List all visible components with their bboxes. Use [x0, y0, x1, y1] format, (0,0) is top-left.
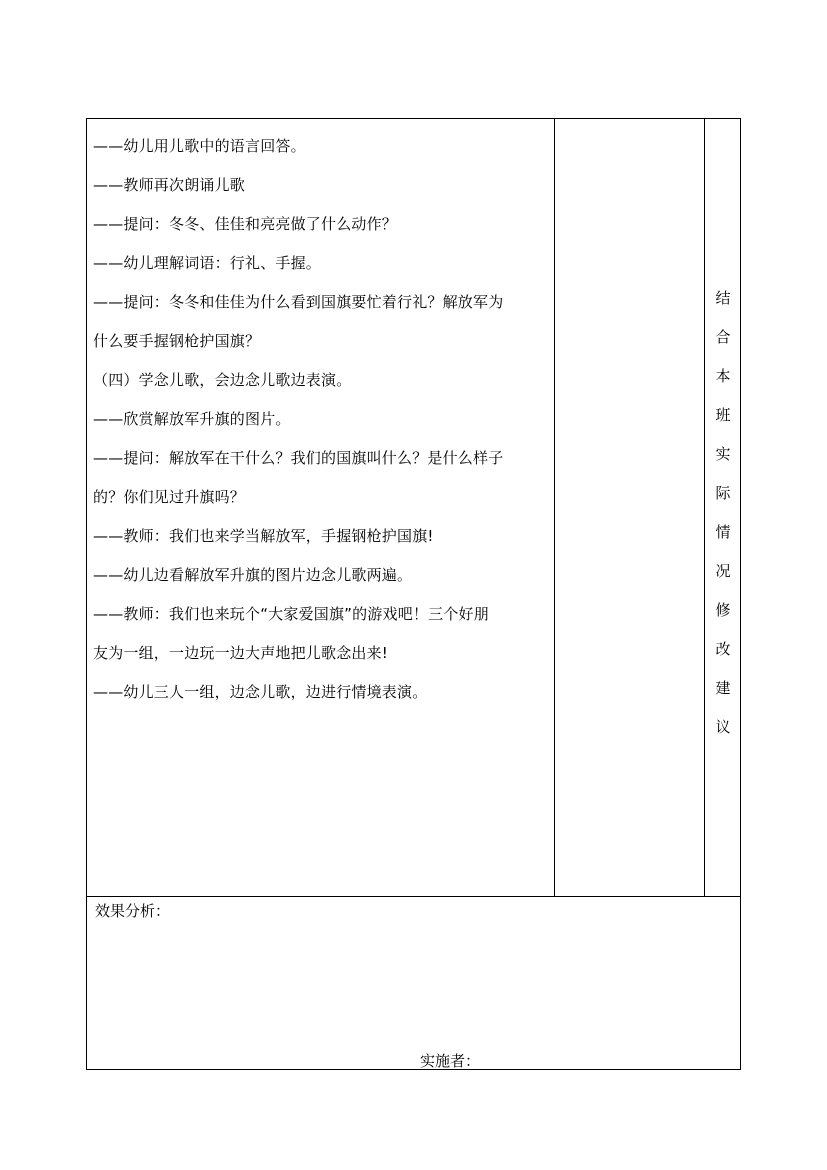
lesson-line: ——幼儿用儿歌中的语言回答。 [93, 137, 306, 155]
side-note-char: 修 [715, 601, 731, 619]
lesson-line: 什么要手握钢枪护国旗？ [93, 332, 261, 350]
lesson-line: 友为一组，一边玩一边大声地把儿歌念出来! [93, 644, 389, 662]
side-note-char: 情 [715, 523, 731, 541]
lesson-line: ——幼儿三人一组，边念儿歌，边进行情境表演。 [93, 683, 428, 701]
side-note-char: 班 [715, 406, 731, 424]
lesson-line: ——提问：解放军在干什么？我们的国旗叫什么？是什么样子 [93, 449, 504, 467]
lesson-line: ——教师：我们也来学当解放军，手握钢枪护国旗! [93, 527, 434, 545]
lesson-line: 的？你们见过升旗吗？ [93, 488, 246, 506]
row-divider [87, 896, 740, 897]
blank-notes-cell [555, 119, 704, 896]
lesson-line: ——幼儿边看解放军升旗的图片边念儿歌两遍。 [93, 566, 413, 584]
side-note-char: 本 [715, 367, 731, 385]
side-note-char: 况 [715, 562, 731, 580]
lesson-line: ——欣赏解放军升旗的图片。 [93, 410, 291, 428]
lesson-line: ——提问：冬冬、佳佳和亮亮做了什么动作？ [93, 215, 398, 233]
lesson-line: （四）学念儿歌，会边念儿歌边表演。 [93, 371, 352, 389]
side-note-char: 结 [715, 289, 731, 307]
lesson-line: ——教师再次朗诵儿歌 [93, 176, 246, 194]
implementer-label: 实施者： [420, 1052, 481, 1070]
lesson-line: ——幼儿理解词语：行礼、手握。 [93, 254, 322, 272]
lesson-table [86, 118, 741, 1070]
side-note-char: 际 [715, 484, 731, 502]
effect-analysis-label: 效果分析： [95, 902, 171, 920]
side-note-char: 实 [715, 445, 731, 463]
lesson-content-cell [93, 127, 551, 712]
side-note-char: 建 [715, 679, 731, 697]
lesson-line: ——提问：冬冬和佳佳为什么看到国旗要忙着行礼？解放军为 [93, 293, 504, 311]
side-note-vertical-text [705, 279, 741, 747]
side-note-char: 议 [715, 718, 731, 736]
side-note-char: 合 [715, 328, 731, 346]
side-note-char: 改 [715, 640, 731, 658]
lesson-line: ——教师：我们也来玩个“大家爱国旗”的游戏吧！三个好朋 [93, 605, 489, 623]
